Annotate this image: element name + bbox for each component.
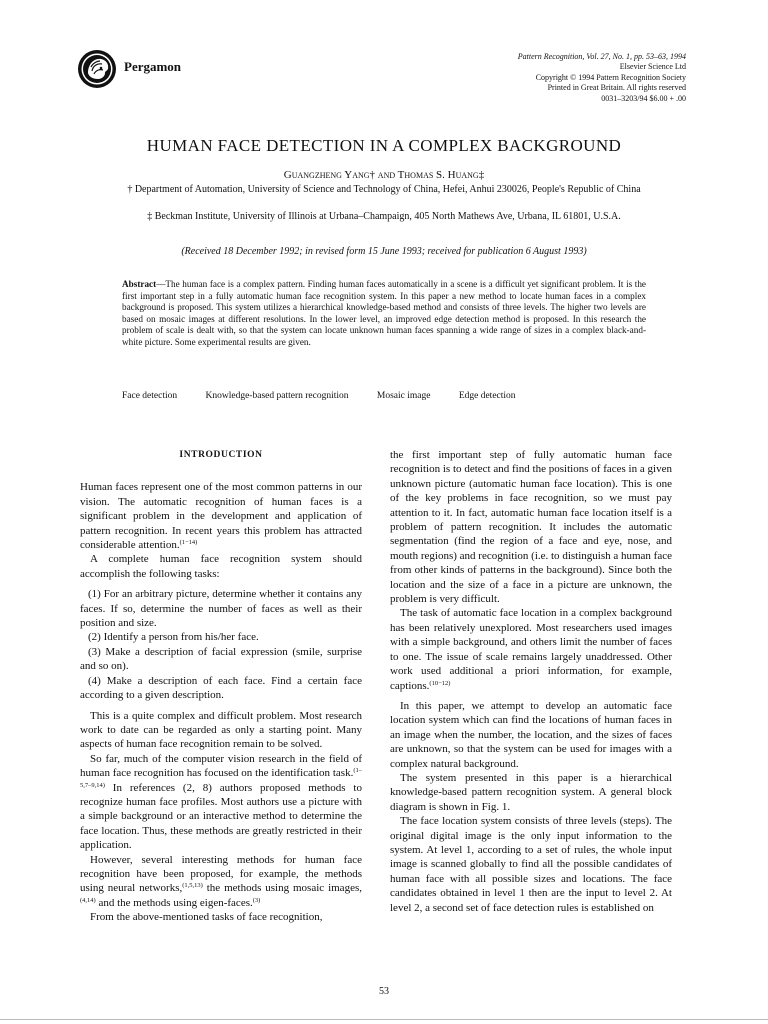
paragraph: the first important step of fully automatic human face recognition is to detect and find the positions of faces in a given unknown picture (automatic human face location). This is one of the key problems in face recognition, so we must pay attention to it. In fact, automatic human face location itself is a problem of pattern recognition. It includes the automatic segmentation (find the region of a face and eye, nose, and mouth regions) and recognition (i.e. to distinguish a human face from other kinds of patterns in the background). Since both the location and the size of a face in a picture are unknown, the problem is very difficult. [390, 449, 672, 606]
received-dates: (Received 18 December 1992; in revised form 15 June 1993; received for publication 6 August 1993) [181, 246, 587, 257]
keyword: Face detection [122, 391, 178, 401]
page-bottom-rule [0, 1019, 768, 1020]
publisher-name: Pergamon [124, 59, 182, 74]
citation-line: Elsevier Science Ltd [619, 62, 686, 72]
affiliation-1: † Department of Automation, University of Science and Technology of China, Hefei, Anhui 230026, People's Republic of China [127, 184, 641, 195]
keyword: Knowledge-based pattern recognition [205, 391, 349, 401]
citation-line: Pattern Recognition, Vol. 27, No. 1, pp. 53–63, 1994 [517, 52, 686, 61]
paragraph: The system presented in this paper is a hierarchical knowledge-based pattern recognition system. A general block diagram is shown in Fig. 1. [390, 771, 672, 813]
task-item: (3) Make a description of facial expression (smile, surprise and so on). [80, 645, 362, 673]
reference: (1,5,13) [182, 882, 203, 890]
paragraph: Human faces represent one of the most common patterns in our vision. The automatic recognition of human faces is a significant problem in the development and application of pattern recognition. In recent years this problem has attracted considerable attention.$^{(1-14)}$ [80, 481, 362, 552]
task-item: (4) Make a description of each face. Find a certain face according to a given description. [80, 674, 362, 702]
abstract-label: Abstract [122, 279, 157, 289]
reference: (3) [252, 896, 261, 904]
page-number: 53 [379, 986, 389, 997]
citation-line: Copyright © 1994 Pattern Recognition Society [535, 72, 686, 82]
task-item: (1) For an arbitrary picture, determine whether it contains any faces. If so, determine the number of faces as well as their position and size. [80, 588, 362, 630]
left-column [80, 448, 362, 925]
section-heading: INTRODUCTION [179, 450, 263, 460]
paragraph: So far, much of the computer vision research in the field of human face recognition has focused on the identification task.$^{(1-5,7-9,14)}$ In references (2, 8) authors proposed methods to recognize human face profiles. Most authors use a picture with a simple background or an interactive method to determine the face location. Thus, these methods are greatly restricted in their application. [80, 752, 362, 852]
paragraph: The task of automatic face location in a complex background has been relatively unexplored. Most researchers used images with a simple background, and others limit the number of faces to one. The issue of scale remains largely unaddressed. Other work used additional a priori information, for example, captions.$^{(10-12)}$ [390, 607, 672, 692]
keyword: Edge detection [458, 391, 516, 401]
reference: (1–5,7–9,14) [80, 767, 362, 789]
keyword: Mosaic image [376, 391, 431, 401]
paragraph: From the above-mentioned tasks of face recognition, [90, 911, 323, 924]
reference: (4,14) [80, 896, 96, 904]
right-column [390, 448, 672, 915]
paper-title: HUMAN FACE DETECTION IN A COMPLEX BACKGROUND [146, 136, 622, 155]
affiliation-2: ‡ Beckman Institute, University of Illinois at Urbana–Champaign, 405 North Mathews Ave, Urbana, IL 61801, U.S.A. [147, 211, 621, 222]
citation-line: 0031–3203/94 $6.00 + .00 [601, 93, 686, 103]
paragraph: The face location system consists of three levels (steps). The original digital image is the only input information to the system. At level 1, according to a set of rules, the whole input image is scanned globally to find all the possible candidates of human face with all possible sizes and locations. The face candidates obtained in level 1 then are the input to level 2. At level 2, a second set of face detection rules is established on [390, 815, 672, 914]
reference: (1−14) [179, 539, 198, 547]
keyword-list [122, 391, 682, 401]
pergamon-logo-icon [76, 48, 118, 90]
reference: (10−12) [429, 679, 451, 687]
citation-line: Printed in Great Britain. All rights reserved [547, 83, 686, 93]
paragraph: In this paper, we attempt to develop an automatic face location system which can find the locations of human faces in an image when the number, the location, and the sizes of faces are unknown, so that the system can be used for images with a complex natural background. [390, 699, 672, 770]
author-list: Guangzheng Yang† and Thomas S. Huang‡ [283, 169, 485, 181]
paragraph: However, several interesting methods for human face recognition have been proposed, for example, the methods using neural networks,$^{(1,5,13)}$ the methods using mosaic images,$^{(4,14)}$ and the methods using eigen-faces.$^{(3)}$ [80, 853, 362, 909]
paragraph: This is a quite complex and difficult problem. Most research work to date can be regarded as only a starting point. Many aspects of human face recognition remain to be solved. [80, 709, 362, 751]
paragraph: A complete human face recognition system should accomplish the following tasks: [80, 553, 362, 580]
task-item: (2) Identify a person from his/her face. [88, 631, 259, 644]
abstract [122, 279, 646, 349]
citation-block [386, 52, 686, 104]
abstract-text: —The human face is a complex pattern. Finding human faces automatically in a scene is a difficult yet significant problem. It is the first important step in a fully automatic human face recognition system. In this paper a new method to locate human faces in a complex background is proposed. This system utilizes a hierarchical knowledge-based method and consists of three levels. The higher two levels are based on mosaic images at different resolutions. In the lower level, an improved edge detection method is proposed. In this research the problem of scale is dealt with, so that the system can locate unknown human faces spanning a wide range of sizes in a complex black-and-white picture. Some experimental results are given. [122, 279, 646, 347]
